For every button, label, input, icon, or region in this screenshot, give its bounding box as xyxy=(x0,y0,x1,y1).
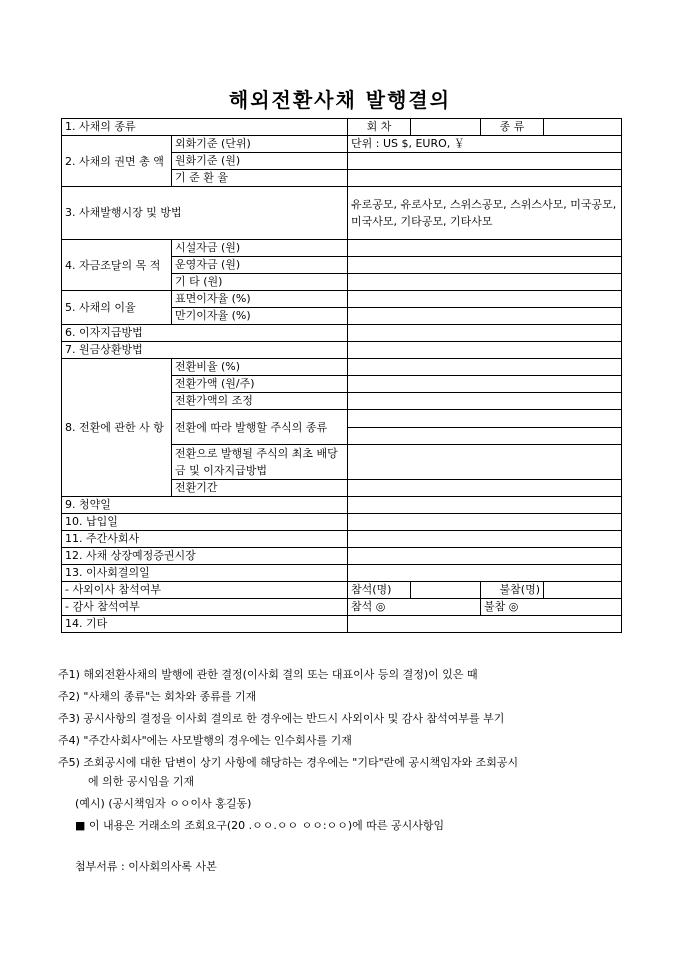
operating-fund-label: 운영자금 (원) xyxy=(172,257,348,274)
type-value[interactable] xyxy=(544,119,622,136)
exchange-rate-label: 기 준 환 율 xyxy=(172,170,348,187)
dividend-value[interactable] xyxy=(348,445,622,480)
auditor-absent: 불참 ◎ xyxy=(481,599,622,616)
row-7-value[interactable] xyxy=(348,342,622,359)
issue-market-value: 유로공모, 유로사모, 스위스공모, 스위스사모, 미국공모, 미국사모, 기타공모, 기타사모 xyxy=(348,187,622,240)
won-value[interactable] xyxy=(348,153,622,170)
row-5-label: 5. 사채의 이율 xyxy=(62,291,172,325)
row-4-label: 4. 자금조달의 목 적 xyxy=(62,240,172,291)
row-11-value[interactable] xyxy=(348,531,622,548)
maturity-rate-label: 만기이자율 (%) xyxy=(172,308,348,325)
won-label: 원화기준 (원) xyxy=(172,153,348,170)
other-fund-label: 기 타 (원) xyxy=(172,274,348,291)
auditor-attend: 참석 ◎ xyxy=(348,599,481,616)
row-14-value[interactable] xyxy=(348,616,622,633)
stock-type-value[interactable] xyxy=(348,410,622,428)
row-13-value[interactable] xyxy=(348,565,622,582)
facility-fund-value[interactable] xyxy=(348,240,622,257)
stock-type-value-2[interactable] xyxy=(348,427,622,445)
surface-rate-label: 표면이자율 (%) xyxy=(172,291,348,308)
conversion-price-value[interactable] xyxy=(348,376,622,393)
note-3: 주3) 공시사항의 결정을 이사회 결의로 한 경우에는 반드시 사외이사 및 감사 참석여부를 부기 xyxy=(58,712,505,725)
outside-director-label: - 사외이사 참석여부 xyxy=(62,582,348,599)
row-10-value[interactable] xyxy=(348,514,622,531)
other-fund-value[interactable] xyxy=(348,274,622,291)
type-label: 종 류 xyxy=(481,119,544,136)
conversion-period-value[interactable] xyxy=(348,480,622,497)
note-5: 주5) 조회공시에 대한 답변이 상기 사항에 해당하는 경우에는 "기타"란에 공시책임자와 조회공시 xyxy=(58,756,519,769)
surface-rate-value[interactable] xyxy=(348,291,622,308)
conversion-period-label: 전환기간 xyxy=(172,480,348,497)
row-3-label: 3. 사채발행시장 및 방법 xyxy=(62,187,348,240)
note-example: (예시) (공시책임자 ㅇㅇ이사 홍길동) xyxy=(75,797,252,810)
outside-director-attend-value[interactable] xyxy=(411,582,481,599)
stock-type-label: 전환에 따라 발행할 주식의 종류 xyxy=(172,410,348,445)
note-1: 주1) 해외전환사채의 발행에 관한 결정(이사회 결의 또는 대표이사 등의 결정)이 있은 때 xyxy=(58,668,478,681)
auditor-label: - 감사 참석여부 xyxy=(62,599,348,616)
conversion-ratio-label: 전환비율 (%) xyxy=(172,359,348,376)
foreign-currency-value: 단위 : US $, EURO, ￥ xyxy=(348,136,622,153)
dividend-label: 전환으로 발행될 주식의 최초 배당금 및 이자지급방법 xyxy=(172,445,348,480)
price-adjust-label: 전환가액의 조정 xyxy=(172,393,348,410)
outside-director-absent-label: 불참(명) xyxy=(481,582,544,599)
conversion-ratio-value[interactable] xyxy=(348,359,622,376)
note-4: 주4) "주간사회사"에는 사모발행의 경우에는 인수회사를 기재 xyxy=(58,734,352,747)
price-adjust-value[interactable] xyxy=(348,393,622,410)
row-2-label: 2. 사채의 권면 총 액 xyxy=(62,136,172,187)
row-13-label: 13. 이사회결의일 xyxy=(62,565,348,582)
maturity-rate-value[interactable] xyxy=(348,308,622,325)
row-6-label: 6. 이자지급방법 xyxy=(62,325,348,342)
exchange-rate-value[interactable] xyxy=(348,170,622,187)
disclosure-table xyxy=(61,118,622,633)
round-value[interactable] xyxy=(411,119,481,136)
note-5-cont: 에 의한 공시임을 기재 xyxy=(88,775,195,788)
outside-director-attend-label: 참석(명) xyxy=(348,582,411,599)
row-14-label: 14. 기타 xyxy=(62,616,348,633)
round-label: 회 차 xyxy=(348,119,411,136)
attachment-line: 첨부서류 : 이사회의사록 사본 xyxy=(75,860,217,873)
document-title: 해외전환사채 발행결의 xyxy=(228,88,452,112)
row-1-label: 1. 사채의 종류 xyxy=(62,119,348,136)
row-8-label: 8. 전환에 관한 사 항 xyxy=(62,359,172,497)
note-2: 주2) "사채의 종류"는 회차와 종류를 기재 xyxy=(58,690,257,703)
row-9-label: 9. 청약일 xyxy=(62,497,348,514)
facility-fund-label: 시설자금 (원) xyxy=(172,240,348,257)
row-12-label: 12. 사채 상장예정증권시장 xyxy=(62,548,348,565)
conversion-price-label: 전환가액 (원/주) xyxy=(172,376,348,393)
row-10-label: 10. 납입일 xyxy=(62,514,348,531)
operating-fund-value[interactable] xyxy=(348,257,622,274)
notice-line: ■ 이 내용은 거래소의 조회요구(20 .ㅇㅇ.ㅇㅇ ㅇㅇ:ㅇㅇ)에 따른 공시사항임 xyxy=(75,819,445,832)
row-6-value[interactable] xyxy=(348,325,622,342)
row-11-label: 11. 주간사회사 xyxy=(62,531,348,548)
row-12-value[interactable] xyxy=(348,548,622,565)
row-9-value[interactable] xyxy=(348,497,622,514)
outside-director-absent-value[interactable] xyxy=(544,582,622,599)
foreign-currency-label: 외화기준 (단위) xyxy=(172,136,348,153)
row-7-label: 7. 원금상환방법 xyxy=(62,342,348,359)
